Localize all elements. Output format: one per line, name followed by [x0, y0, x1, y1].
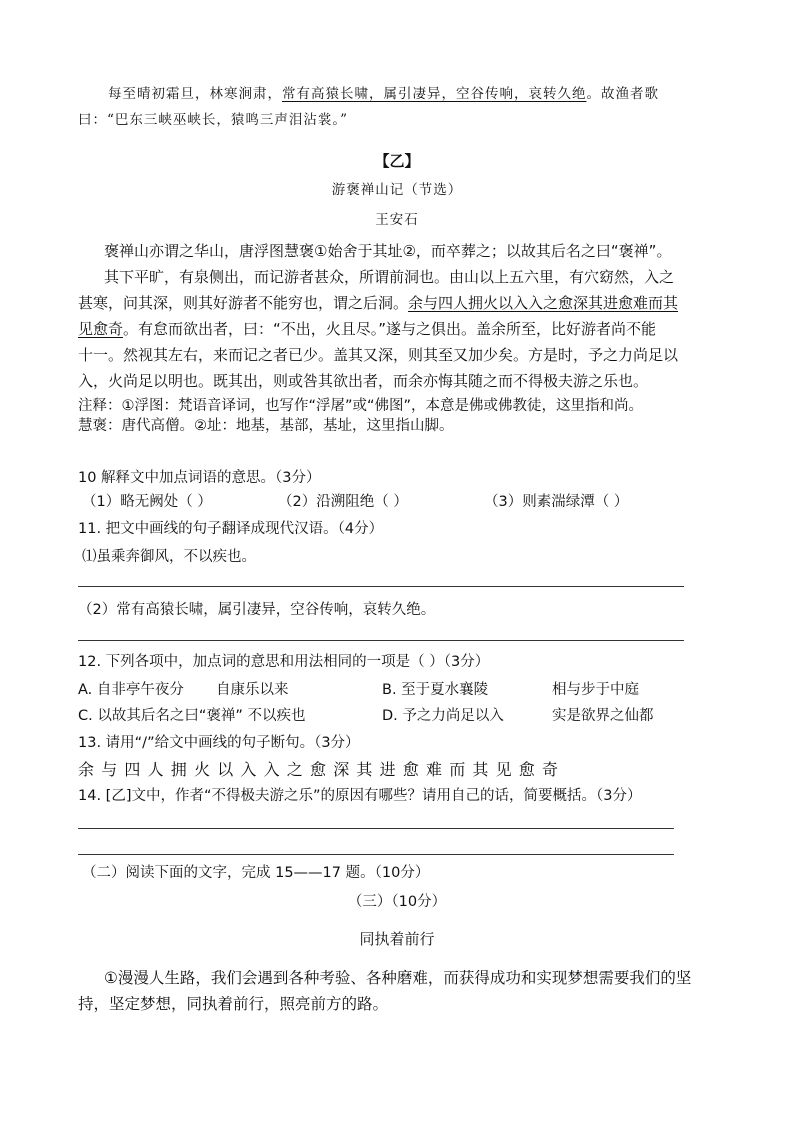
yi-note-line-1: 注释：①浮图：梵语音译词，也写作“浮屠”或“佛图”，本意是佛或佛教徒，这里指和尚。 [78, 398, 644, 414]
yi-note-line-2: 慧褒：唐代高僧。②址：地基，基部，基址，这里指山脚。 [78, 418, 454, 434]
jia-line-2: 曰：“巴东三峡巫峡长，猿鸣三声泪沾裳。” [78, 112, 349, 128]
question-12-option-a-2: 自康乐以来 [216, 682, 289, 698]
yi-heading: 【乙】 [374, 152, 420, 170]
question-11: 11. 把文中画线的句子翻译成现代汉语。（4分） [78, 521, 384, 537]
jia-text: 。故渔者歌 [586, 86, 659, 102]
question-12-option-d-1: D. 予之力尚足以入 [382, 708, 504, 724]
answer-line-14-2[interactable] [78, 854, 674, 855]
question-12: 12. 下列各项中，加点词的意思和用法相同的一项是（ ）（3分） [78, 654, 490, 670]
question-13: 13. 请用“/”给文中画线的句子断句。（3分） [78, 735, 360, 751]
question-11-sentence-2: （2）常有高猿长啸，属引凄异，空谷传响，哀转久绝。 [78, 602, 436, 618]
yi-underlined-sentence-end: 见愈奇 [78, 320, 124, 338]
question-12-option-b-2: 相与步于中庭 [552, 682, 639, 698]
yi-paragraph-2-line-4: 十一。然视其左右，来而记之者已少。盖其又深，则其至又加少矣。方是时，予之力尚足以 [78, 346, 679, 364]
essay-title: 同执着前行 [359, 930, 435, 948]
question-12-option-c: C. 以故其后名之曰“褒禅” 不以疾也 [78, 708, 306, 724]
essay-paragraph-1-line-2: 持，坚定梦想，同执着前行，照亮前方的路。 [78, 995, 389, 1013]
yi-text: 。有怠而欲出者，曰：“不出，火且尽。”遂与之俱出。盖余所至，比好游者尚不能 [123, 320, 657, 338]
yi-underlined-sentence: 余与四人拥火以入入之愈深其进愈难而其 [408, 294, 679, 312]
section-2-intro: （二）阅读下面的文字，完成 15——17 题。（10分） [82, 865, 430, 881]
yi-title: 游褒禅山记（节选） [331, 182, 463, 198]
question-10: 10 解释文中加点词语的意思。（3分） [78, 470, 321, 486]
yi-paragraph-1: 褒禅山亦谓之华山，唐浮图慧褒①始舍于其址②，而卒葬之；以故其后名之曰“褒禅”。 [104, 242, 672, 260]
answer-line-11-2[interactable] [78, 640, 684, 641]
answer-line-14-1[interactable] [78, 828, 674, 829]
yi-paragraph-2-line-2 [78, 292, 678, 313]
yi-paragraph-2-line-5: 入，火尚足以明也。既其出，则或咎其欲出者，而余亦悔其随之而不得极夫游之乐也。 [78, 372, 649, 390]
jia-line-1 [108, 82, 659, 102]
question-10-item-3: （3）则素湍绿潭（ ） [484, 494, 629, 510]
yi-paragraph-2-line-1: 其下平旷，有泉侧出，而记游者甚众，所谓前洞也。由山以上五六里，有穴窈然，入之 [104, 268, 675, 286]
yi-author: 王安石 [375, 212, 419, 228]
question-12-option-b-1: B. 至于夏水襄陵 [382, 682, 489, 698]
question-12-option-a-1: A. 自非亭午夜分 [78, 682, 184, 698]
jia-text: 每至晴初霜旦，林寒涧肃， [108, 86, 282, 102]
question-14: 14. [乙]文中，作者“不得极夫游之乐”的原因有哪些？请用自己的话，简要概括。（3分） [78, 788, 642, 804]
jia-underlined-sentence: 常有高猿长啸，属引凄异，空谷传响，哀转久绝 [282, 86, 587, 102]
question-10-item-1: （1）略无阙处（ ） [82, 494, 212, 510]
yi-paragraph-2-line-3 [78, 318, 656, 339]
answer-line-11-1[interactable] [78, 586, 684, 587]
question-11-sentence-1: ⑴虽乘奔御风，不以疾也。 [82, 549, 256, 565]
question-13-sentence[interactable]: 余与四人拥火以入入之愈深其进愈难而其见愈奇 [78, 760, 566, 779]
essay-paragraph-1-line-1: ①漫漫人生路，我们会遇到各种考验、各种磨难，而获得成功和实现梦想需要我们的坚 [104, 969, 692, 987]
section-3-heading: （三）（10分） [347, 894, 447, 910]
yi-text: 甚寒，问其深，则其好游者不能穷也，谓之后洞。 [78, 294, 409, 312]
question-10-item-2: （2）沿溯阻绝（ ） [278, 494, 408, 510]
question-12-option-d-2: 实是欲界之仙都 [552, 708, 654, 724]
